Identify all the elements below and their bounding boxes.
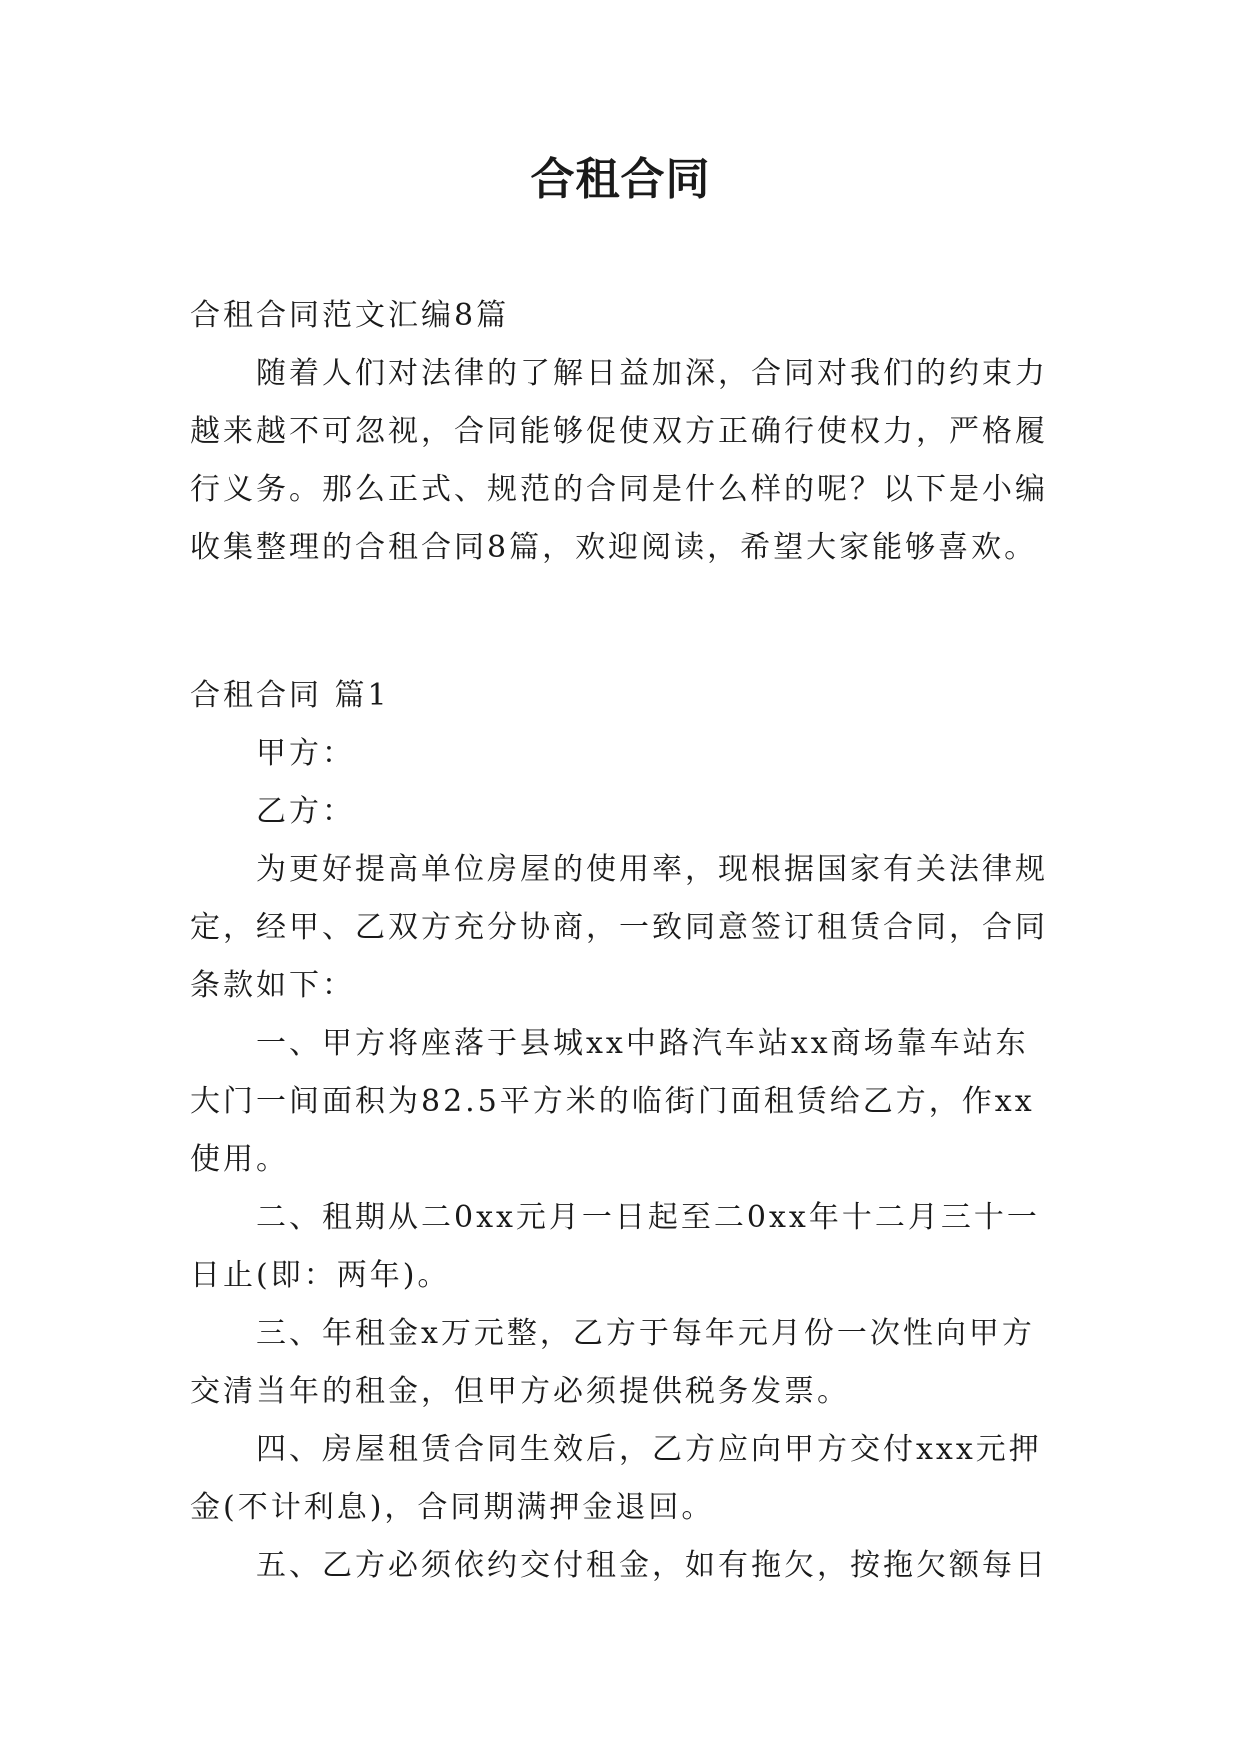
text-line: 使用。	[190, 1142, 289, 1177]
text-line: 随着人们对法律的了解日益加深，合同对我们的约束力	[256, 356, 1048, 391]
text-line: 金(不计利息)，合同期满押金退回。	[190, 1490, 715, 1525]
text-line: 行义务。那么正式、规范的合同是什么样的呢？以下是小编	[190, 472, 1048, 507]
text-line: 为更好提高单位房屋的使用率，现根据国家有关法律规	[256, 852, 1048, 887]
document-body	[190, 287, 1060, 1595]
text-line: 大门一间面积为82.5平方米的临街门面租赁给乙方，作xx	[190, 1084, 1035, 1119]
text-line: 定，经甲、乙双方充分协商，一致同意签订租赁合同，合同	[190, 910, 1048, 945]
text-line: 甲方：	[256, 736, 355, 771]
text-line: 条款如下：	[190, 968, 355, 1003]
text-line: 五、乙方必须依约交付租金，如有拖欠，按拖欠额每日	[256, 1548, 1048, 1583]
text-line: 乙方：	[256, 794, 355, 829]
text-line: 收集整理的合租合同8篇，欢迎阅读，希望大家能够喜欢。	[190, 530, 1038, 565]
text-line: 合租合同范文汇编8篇	[190, 298, 510, 333]
page-title: 合租合同	[530, 154, 711, 205]
blank-line	[190, 593, 1060, 651]
text-line: 交清当年的租金，但甲方必须提供税务发票。	[190, 1374, 850, 1409]
text-line: 三、年租金x万元整，乙方于每年元月份一次性向甲方	[256, 1316, 1035, 1351]
text-line: 一、甲方将座落于县城xx中路汽车站xx商场靠车站东	[256, 1026, 1029, 1061]
text-line: 日止(即：两年)。	[190, 1258, 451, 1293]
text-line: 越来越不可忽视，合同能够促使双方正确行使权力，严格履	[190, 414, 1048, 449]
text-line: 合租合同 篇1	[190, 678, 390, 713]
text-line: 二、租期从二0xx元月一日起至二0xx年十二月三十一	[256, 1200, 1040, 1235]
text-line: 四、房屋租赁合同生效后，乙方应向甲方交付xxx元押	[256, 1432, 1042, 1467]
